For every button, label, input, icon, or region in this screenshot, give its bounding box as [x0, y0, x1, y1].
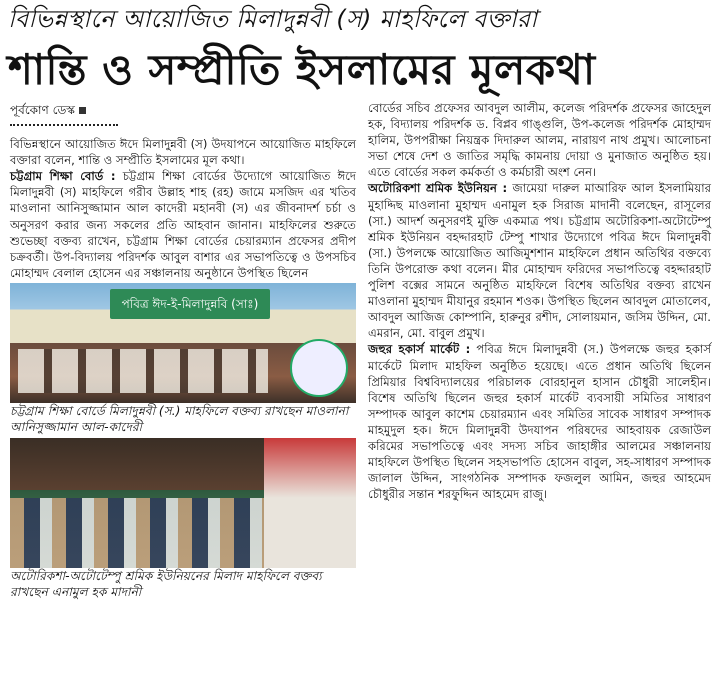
caption-education-board: চট্টগ্রাম শিক্ষা বোর্ডে মিলাদুন্নবী (স.) মাহফিলে বক্তব্য রাখছেন মাওলানা আনিসুজ্জামান আল-কাদেরী	[10, 403, 349, 435]
board-paragraph-text: চট্টগ্রাম শিক্ষা বোর্ডের উদ্যোগে আয়োজিত ঈদে মিলাদুন্নবী (স) মাহফিলে গরীব উল্লাহ শাহ (রহ) জামে মসজিদ এর খতিব মাওলানা আনিসুজ্জামান আল কাদেরী মহানবী (স) এর জীবনাদর্শ চর্চা ও অনুসরণ করার জন্য সকলের প্রতি আহবান জানান। মাহফিলের শুরুতে শুভেচ্ছা বক্তব্য রাখেন, চট্টগ্রাম শিক্ষা বোর্ডের চেয়ারম্যান প্রফেসর প্রদীপ চক্রবর্তী। উপ-বিদ্যালয় পরিদর্শক আবুল বাশার এর সভাপতিত্বে ও উপসচিব মোহাম্মদ বেলাল হোসেন এর সঞ্চালনায় অনুষ্ঠানে উপস্থিত ছিলেন	[10, 169, 357, 280]
dateline	[10, 102, 356, 118]
photo-persons	[18, 349, 268, 393]
right-column	[368, 100, 711, 502]
intro-paragraph: বিভিন্নস্থানে আয়োজিত ঈদে মিলাদুন্নবী (স) উদযাপনে আয়োজিত মাহফিলে বক্তারা বলেন, শান্তি ও সম্প্রীতি ইসলামের মূল কথা।	[10, 137, 356, 168]
caption-autorickshaw-union: অটোরিকশা-অটোটেম্পু শ্রমিক ইউনিয়নের মিলাদ মাহফিলে বক্তব্য রাখছেন এনামুল হক মাদানী	[10, 568, 322, 600]
union-paragraph-text: জামেয়া দারুল মাআরিফ আল ইসলামিয়ার মুহাদ্দিছ মাওলানা মুহাম্মদ এনামুল হক সিরাজ মাদানী বলেছেন, রাসূলের (সা.) আদর্শ অনুসরণই মুক্তি একমাত্র পথ। চট্টগ্রাম অটোরিকশা-অটোটেম্পু শ্রমিক ইউনিয়ন বহদ্দারহাট টেম্পু শাখার উদ্যোগে পবিত্র ঈদে মিলাদুন্নবী (সা.) উপলক্ষে আয়োজিত আজিমুশশান মাহফিলে প্রধান অতিথির বক্তব্যে তিনি উপরোক্ত কথা বলেন। মীর মোহাম্মদ ফরিদের সভাপতিত্বে বহদ্দারহাট পুলিশ বক্সের সামনে অনুষ্ঠিত মাহফিলে বিশেষ অতিথির বক্তব্য রাখেন মাওলানা মুহাম্মদ মীযানুর রহমান শওক। উপস্থিত ছিলেন আবদুল মোতালেব, আবদুল আজিজ কোম্পানি, হারুনুর রশীদ, সোলায়মান, জসিম উদ্দিন, মো. এমরান, মো. বাবুল প্রমুখ।	[368, 181, 711, 341]
board-logo-icon	[290, 339, 348, 397]
square-bullet-icon	[79, 107, 86, 114]
dateline-text: পূর্বকোণ ডেস্ক	[10, 103, 75, 117]
hawkers-paragraph	[368, 341, 711, 502]
photo-banner: পবিত্র ঈদ-ই-মিলাদুন্নবি (সাঃ)	[110, 289, 270, 319]
main-headline: শান্তি ও সম্প্রীতি ইসলামের মূলকথা	[8, 45, 596, 94]
subhead-education-board: চট্টগ্রাম শিক্ষা বোর্ড :	[10, 169, 116, 184]
photo-crowd	[10, 498, 264, 568]
board-continued-paragraph: বোর্ডের সচিব প্রফেসর আবদুল আলীম, কলেজ পরিদর্শক প্রফেসর জাহেদুল হক, বিদ্যালয় পরিদর্শক ড. বিপ্লব গাঙ্গুলি, উপ-কলেজ পরিদর্শক মোহাম্মদ হালিম, উপপরীক্ষা নিয়ন্ত্রক দিদারুল আলম, নারায়ণ নাথ প্রমুখ। আলোচনা সভা শেষে দেশ ও জাতির সমৃদ্ধি কামনায় দোয়া ও মুনাজাত অনুষ্ঠিত হয়। এতে বোর্ডের সকল কর্মকর্তা ও কর্মচারী অংশ নেন।	[368, 101, 711, 180]
hawkers-paragraph-text: পবিত্র ঈদে মিলাদুন্নবী (স.) উপলক্ষে জহুর হকার্স মার্কেটে মিলাদ মাহফিল অনুষ্ঠিত হয়েছে। এতে প্রধান অতিথি ছিলেন প্রিমিয়ার বিশ্ববিদ্যালয়ের পরিচালক বোরহানুল হাসান চৌধুরী সালেহীন। বিশেষ অতিথি ছিলেন জহুর হকার্স মার্কেট ব্যবসায়ী সমিতির সাধারণ সম্পাদক আবুল কাশেম চেয়ারম্যান এবং সমিতির সাবেক সাধারণ সম্পাদক মাহমুদুল হক। ঈদে মিলাদুন্নবী উদযাপন পরিষদের আহবায়ক রেজাউল করিমের সভাপতিত্বে এবং সদস্য সচিব জাহাঙ্গীর আলমের সঞ্চালনায় মাহফিলে উপস্থিত ছিলেন সহসভাপতি হোসেন বাবুল, সহ-সাধারণ সম্পাদক জালাল উদ্দিন, সাংগঠনিক সম্পাদক ফজলুল আমিন, জহুর আহমেদ চৌধুরীর সন্তান শরফুদ্দিন আহমেদ রাজু।	[368, 342, 712, 502]
dotted-rule	[10, 118, 118, 126]
board-paragraph	[10, 168, 356, 281]
photo-autorickshaw-union	[10, 438, 356, 568]
photo-speaker	[264, 438, 356, 568]
subhead-autorickshaw-union: অটোরিকশা শ্রমিক ইউনিয়ন :	[368, 181, 508, 196]
kicker-headline: বিভিন্নস্থানে আয়োজিত মিলাদুন্নবী (স) মাহফিলে বক্তারা	[8, 5, 538, 33]
union-paragraph	[368, 180, 711, 341]
photo-education-board	[10, 283, 356, 403]
left-column	[10, 100, 356, 601]
subhead-hawkers-market: জহুর হকার্স মার্কেট :	[368, 342, 471, 357]
